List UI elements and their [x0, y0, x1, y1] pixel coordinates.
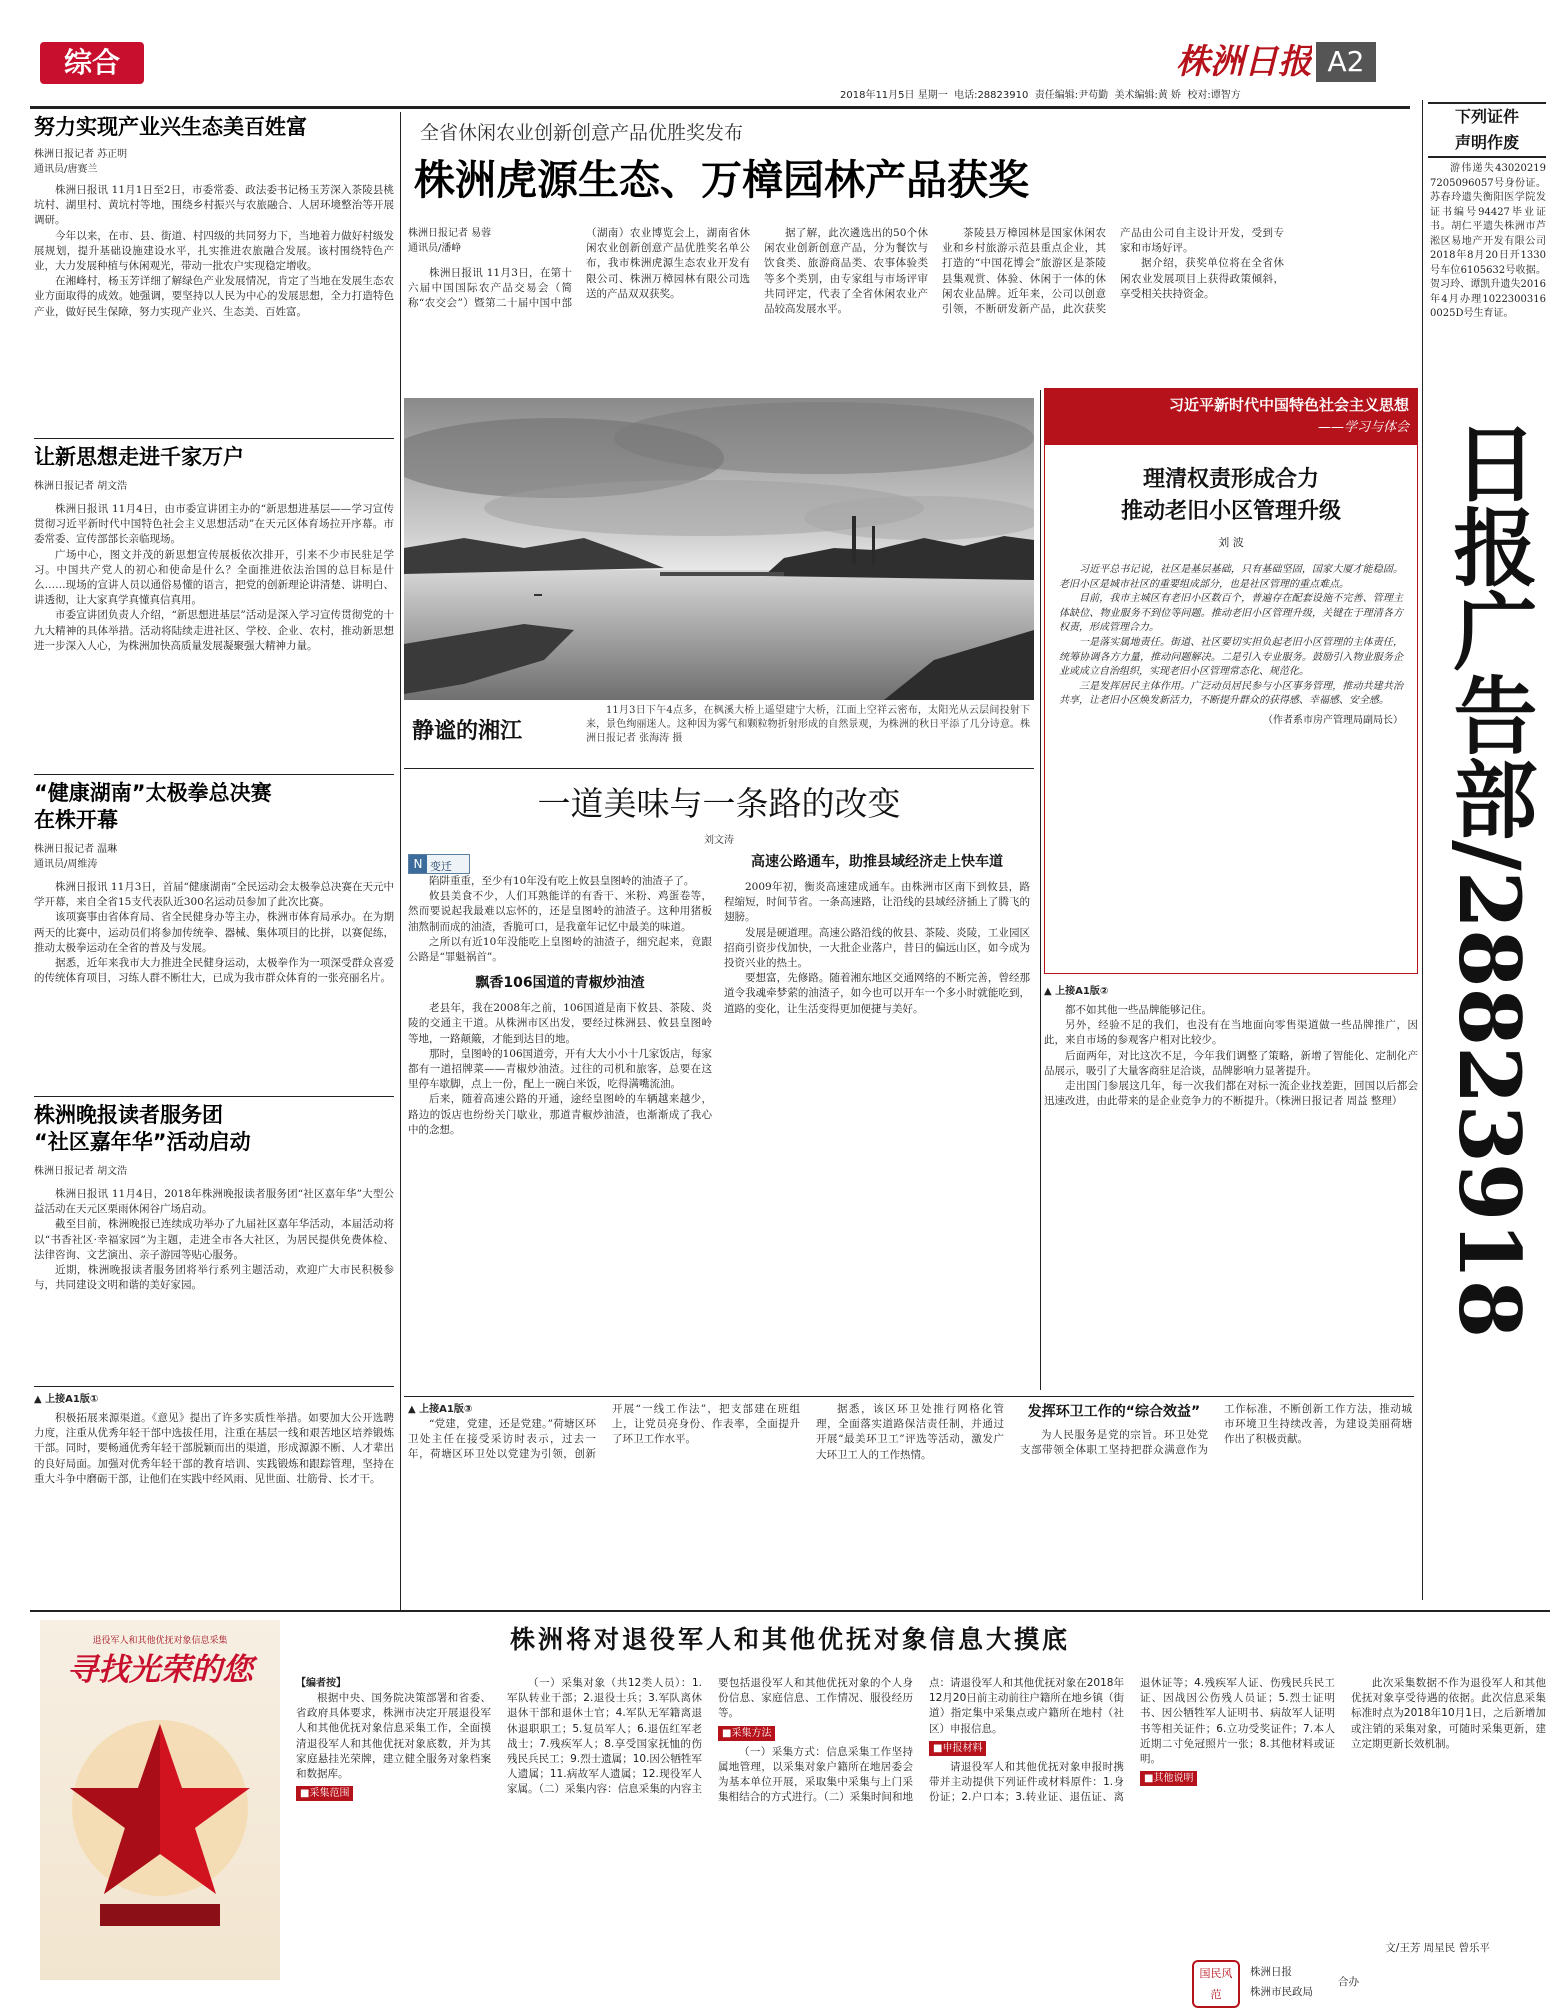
- hero-p3: 茶陵县万樟园林是国家休闲农业和乡村旅游示范县重点企业，其打造的“中国花博会”旅游区是茶陵县集观赏、体验、休闲于一体的休闲农业品牌。近年来，公司以创意引领，不断研发新产品，此次获奖产品由公司自主设计开发，受到专家和市场好评。: [942, 227, 1284, 316]
- divider: [34, 774, 394, 775]
- phone: 电话:28823910: [954, 90, 1029, 101]
- feature-p7: 2009年初，衡炎高速建成通车。由株洲市区南下到攸县，路程缩短，时间节省。一条高速路，让沿线的县域经济插上了腾飞的翅膀。: [724, 881, 1030, 924]
- continued-center-p1: “党建，党建，还是党建。”荷塘区环卫处主任在接受采访时表示，过去一年，荷塘区环卫处以党建为引领，创新开展“一线工作法”，把支部建在班组上，让党员亮身份、作表率，全面提升了环卫工作水平。: [408, 1403, 800, 1461]
- continued-center-p2: 据悉，该区环卫处推行网格化管理，全面落实道路保洁责任制，并通过开展“最美环卫工”评选等活动，激发广大环卫工人的工作热情。: [816, 1403, 1004, 1461]
- divider: [34, 1386, 394, 1387]
- poster-small: 退役军人和其他优抚对象信息采集: [92, 1636, 228, 1646]
- masthead-rule: [30, 106, 1410, 109]
- hero-p2: 据了解，此次遴选出的50个休闲农业创新创意产品，分为餐饮与饮食类、旅游商品类、农事体验类等多个类别，由专家组与市场评审共同评定，代表了全省休闲农业产品较高发展水平。: [764, 227, 928, 316]
- stamp: [1192, 1960, 1240, 2008]
- article-1-title: 努力实现产业兴生态美百姓富: [34, 115, 307, 139]
- column-p3: 一是落实属地责任。街道、社区要切实担负起老旧小区管理的主体责任，统筹协调各方力量，推动问题解决。二是引入专业服务。鼓励引入物业服务企业或成立自治组织，实现老旧小区管理常态化、规范化。: [1059, 636, 1403, 678]
- feature-subhead-1: 飘香106国道的青椒炒油渣: [475, 975, 645, 992]
- section-3-text: 请退役军人和其他优抚对象申报时携带并主动提供下列证件或材料原件：1.身份证；2.户口本；3.转业证、退伍证、离退休证等；4.残疾军人证、伤残民兵民工证、因战因公伤残人员证；5.烈士证明书、因公牺牲军人证明书、病故军人证明书等相关证件；6.立功受奖证件；7.本人近期二寸免冠照片一张；8.其他材料或证明。: [929, 1677, 1335, 1804]
- article-2-p2: 广场中心，图文并茂的新思想宣传展板依次排开，引来不少市民驻足学习。中国共产党人的初心和使命是什么？全面推进依法治国的总目标是什么……现场的宣讲人员以通俗易懂的语言，把党的创新理论讲清楚、讲明白、讲透彻，让大家真学真懂真信真用。: [34, 548, 394, 607]
- section-1-head: ■采集范围: [296, 1786, 353, 1801]
- hero-p1: 株洲日报讯 11月3日，在第十六届中国国际农产品交易会（简称“农交会”）暨第二十届中国中部（湖南）农业博览会上，湖南省休闲农业创新创意产品优胜奖名单公布，我市株洲虎源生态农业开发有限公司、株洲万樟园林有限公司选送的产品双双获奖。: [408, 227, 750, 310]
- poster: [40, 1620, 280, 1980]
- article-4-byline: 株洲日报记者 胡文浩: [34, 1166, 128, 1177]
- river-photo-image: [404, 398, 1034, 700]
- article-2-p1: 株洲日报讯 11月4日，由市委宣讲团主办的“新思想进基层——学习宣传贯彻习近平新时代中国特色社会主义思想活动”在天元区体育场拉开序幕。市委常委、宣传部部长亲临现场。: [34, 503, 394, 546]
- feature-author: 刘文涛: [704, 835, 734, 846]
- continued-center-subhead: 发挥环卫工作的“综合效益”: [1027, 1404, 1201, 1420]
- column-p2: 目前，我市主城区有老旧小区数百个，普遍存在配套设施不完善、管理主体缺位、物业服务不到位等问题。推动老旧小区管理升级，关键在于理清各方权责，形成管理合力。: [1059, 593, 1403, 634]
- continued-right: [1044, 984, 1418, 1374]
- continued-right-p2: 另外，经验不足的我们，也没有在当地面向零售渠道做一些品牌推广，因此，来自市场的参观客户相对比较少。: [1044, 1019, 1418, 1047]
- hero-body: [408, 226, 1284, 394]
- feature-p6: 后来，随着高速公路的开通，途经皇图岭的车辆越来越少，路边的饭店也纷纷关门歇业，那道青椒炒油渣，也渐渐成了我心中的念想。: [408, 1093, 712, 1136]
- continued-right-label: [1044, 984, 1418, 999]
- feature-tag-icon: N: [409, 855, 427, 873]
- bottom-title: 株洲将对退役军人和其他优抚对象信息大摸底: [509, 1625, 1070, 1654]
- section-1-text: （一）采集对象（共12类人员）：1.军队转业干部；2.退役士兵；3.军队离休退休干部和退休士官；4.军队无军籍离退休退职职工；5.复员军人；6.退伍红军老战士；7.残疾军人；8.享受国家抚恤的伤残民兵民工；9.烈士遗属；10.因公牺牲军人遗属；11.病故军人遗属；12.现役军人家属。（二）采集内容：信息采集的内容主要包括退役军人和其他优抚对象的个人身份信息、家庭信息、工作情况、服役经历等。: [507, 1677, 913, 1796]
- feature-p8: 发展是硬道理。高速公路沿线的攸县、茶陵、炎陵，工业园区招商引资步伐加快，一大批企业落户，昔日的偏远山区，如今成为投资兴业的热土。: [724, 926, 1030, 970]
- feature-subhead-2: 高速公路通车，助推县域经济走上快车道: [751, 854, 1003, 870]
- ad-phone: /28823918: [1440, 840, 1539, 1339]
- column-banner: [1045, 389, 1417, 445]
- article-3-p2: 该项赛事由省体育局、省全民健身办等主办，株洲市体育局承办。在为期两天的比赛中，运动员们将参加传统拳、器械、集体项目的比拼，以赛促练，推动太极拳运动在全省的普及与发展。: [34, 911, 394, 954]
- river-photo: [404, 398, 1034, 700]
- section-2-head: ■采集方法: [718, 1726, 775, 1741]
- article-4-p1: 株洲日报讯 11月4日，2018年株洲晚报读者服务团“社区嘉年华”大型公益活动在天元区栗雨休闲谷广场启动。: [34, 1188, 394, 1216]
- column-body: [1045, 551, 1417, 729]
- column-p1: 习近平总书记说，社区是基层基础，只有基础坚固，国家大厦才能稳固。老旧小区是城市社区的重要组成部分，也是社区管理的重点难点。: [1059, 564, 1403, 590]
- photo-caption: 11月3日下午4点多，在枫溪大桥上遥望建宁大桥，江面上空祥云密布，太阳光从云层间投射下来，景色绚丽迷人。这种因为雾气和颗粒物折射形成的自然景观，为株洲的秋日平添了几分诗意。株洲日报记者 张海涛 摄: [586, 705, 1030, 744]
- continued-right-label-text: 上接A1版②: [1055, 986, 1109, 997]
- article-3-byline: 株洲日报记者 温琳 通讯员/周维涛: [34, 844, 118, 870]
- hero-title: 株洲虎源生态、万樟园林产品获奖: [414, 156, 1029, 204]
- arrow-icon: ▲: [408, 1404, 420, 1415]
- proofreader: 校对:谭智方: [1187, 90, 1241, 101]
- article-4-title: 株洲晚报读者服务团 “社区嘉年华”活动启动: [34, 1103, 251, 1154]
- art-editor: 美术编辑:黄 娇: [1114, 90, 1182, 101]
- article-2: [34, 444, 394, 770]
- divider: [404, 1396, 1414, 1397]
- section-4-head: ■其他说明: [1140, 1771, 1197, 1786]
- continued-left-label-text: 上接A1版①: [45, 1394, 99, 1405]
- divider: [34, 438, 394, 439]
- column-title: 理清权责形成合力 推动老旧小区管理升级: [1120, 466, 1341, 524]
- section-tag: [40, 42, 144, 84]
- photo-title: 静谧的湘江: [412, 718, 523, 744]
- stamp-text: 国民风范: [1199, 1967, 1233, 2001]
- editor: 责任编辑:尹苟勤: [1034, 90, 1109, 101]
- divider: [34, 1096, 394, 1097]
- column-affiliation: （作者系市房产管理局副局长）: [1263, 714, 1403, 726]
- article-3-p3: 据悉，近年来我市大力推进全民健身运动，太极拳作为一项深受群众喜爱的传统体育项目，习练人群不断壮大，已成为我市群众体育的一张亮丽名片。: [34, 957, 394, 985]
- bottom-body: [296, 1676, 1546, 1944]
- section-2-text: （一）采集方式：信息采集工作坚持属地管理，以采集对象户籍所在地居委会为基本单位开展，采取集中采集与上门采集相结合的方式进行。（二）采集时间和地点：请退役军人和其他优抚对象在2018年12月20日前主动前往户籍所在地乡镇（街道）指定集中采集点或户籍所在地村（社区）申报信息。: [718, 1677, 1124, 1804]
- paper-name: 株洲日报: [1176, 42, 1312, 82]
- feature-p2: 攸县美食不少，人们耳熟能详的有香干、米粉、鸡蛋卷等，然而要说起我最难以忘怀的，还是皇图岭的油渣子。这种用猪板油熬制而成的油渣，香脆可口，是我童年记忆中最美的味道。: [408, 890, 712, 933]
- date-line: [840, 88, 1320, 104]
- article-4-p3: 近期，株洲晚报读者服务团将举行系列主题活动，欢迎广大市民积极参与，共同建设文明和谐的美好家园。: [34, 1264, 394, 1292]
- article-2-title: 让新思想走进千家万户: [34, 445, 244, 469]
- notice-title: 下列证件 声明作废: [1428, 102, 1546, 158]
- article-3-p1: 株洲日报讯 11月3日，首届“健康湖南”全民运动会太极拳总决赛在天元中学开幕，来自全省15支代表队近300名运动员参加了此次比赛。: [34, 881, 394, 909]
- feature-p5: 那时，皇图岭的106国道旁，开有大大小小十几家饭店，每家都有一道招牌菜——青椒炒油渣。过往的司机和旅客，总要在这里停车歇脚，点上一份，配上一碗白米饭，吃得满嘴流油。: [408, 1047, 712, 1091]
- divider: [404, 768, 1034, 769]
- column-author: 刘 波: [1218, 536, 1244, 549]
- joint-label: 合办: [1338, 1976, 1359, 1988]
- feature-col-1: [408, 852, 712, 1180]
- section-3-head: ■申报材料: [929, 1741, 986, 1756]
- column-rule: [400, 112, 401, 1612]
- article-1: [34, 112, 394, 434]
- ad-department: [1430, 420, 1548, 1590]
- continued-right-p4: 走出国门参展这几年，每一次我们都在对标一流企业找差距，回国以后都会迅速改进，由此带来的是企业竞争力的不断提升。（株洲日报记者 周益 整理）: [1044, 1080, 1418, 1108]
- feature-title: 一道美味与一条路的改变: [537, 784, 901, 823]
- section-0-head: 【编者按】: [296, 1678, 346, 1689]
- continued-left-body: 积极拓展来源渠道。《意见》提出了许多实质性举措。如要加大公开选聘力度，注重从优秀年轻干部中选拔任用，注重在基层一线和艰苦地区培养锻炼干部。同时，要畅通优秀年轻干部脱颖而出的渠道，形成源源不断、人才辈出的良好局面。加强对优秀年轻干部的教育培训、实践锻炼和跟踪管理，坚持在重大斗争中磨砺干部，让他们在实践中经风雨、见世面、壮筋骨、长才干。: [34, 1412, 394, 1485]
- page-number: A2: [1316, 42, 1376, 82]
- continued-center-p3: 为人民服务是党的宗旨。环卫处党支部带领全体职工坚持把群众满意作为工作标准，不断创新工作方法，推动城市环境卫生持续改善，为建设美丽荷塘作出了积极贡献。: [1020, 1403, 1412, 1457]
- article-4: [34, 1102, 394, 1382]
- article-1-p3: 在湘峰村，杨玉芳详细了解绿色产业发展情况，肯定了当地在发展生态农业方面取得的成效。她强调，要坚持以人民为中心的发展思想，全力打造特色产业，做好民生保障，努力实现产业兴、生态美、百姓富。: [34, 275, 394, 318]
- article-1-p2: 今年以来，在市、县、街道、村四级的共同努力下，当地着力做好村级发展规划，提升基础设施建设水平，扎实推进农旅融合发展。该村围绕特色产业，大力发展种植与休闲观光，带动一批农户实现稳定增收。: [34, 229, 394, 273]
- column-p4: 三是发挥居民主体作用。广泛动员居民参与小区事务管理，推动共建共治共享，让老旧小区焕发新活力，不断提升群众的获得感、幸福感、安全感。: [1059, 680, 1403, 707]
- article-1-p1: 株洲日报讯 11月1日至2日，市委常委、政法委书记杨玉芳深入茶陵县桃坑村、湖里村、黄坑村等地，围绕乡村振兴与农旅融合、人居环境整治等开展调研。: [34, 184, 394, 227]
- continued-right-p3: 后面两年，对比这次不足，今年我们调整了策略，新增了智能化、定制化产品展示，吸引了大量客商驻足洽谈，品牌影响力显著提升。: [1044, 1049, 1418, 1077]
- hero-byline: 株洲日报记者 易蓉 通讯员/潘峥: [408, 228, 492, 254]
- poster-big: 寻找光荣的您: [67, 1652, 253, 1688]
- hero-p4: 据介绍，获奖单位将在全省休闲农业发展项目上获得政策倾斜，享受相关扶持资金。: [1120, 257, 1284, 300]
- column-rule: [1040, 390, 1041, 1390]
- article-2-byline: 株洲日报记者 胡文浩: [34, 481, 128, 492]
- continued-right-p1: 都不如其他一些品牌能够记住。: [1065, 1004, 1212, 1016]
- bottom-rule: [30, 1610, 1550, 1612]
- feature-tag-label: 变迁: [430, 860, 452, 873]
- article-3-title: “健康湖南”太极拳总决赛 在株开幕: [34, 781, 272, 832]
- feature-p1: 陷阱重重，至少有10年没有吃上攸县皇图岭的油渣子了。: [429, 875, 695, 887]
- section-tag-label: 综合: [63, 46, 120, 79]
- issuers: 株洲日报 株洲市民政局: [1250, 1966, 1313, 1998]
- star-emblem: [40, 1698, 280, 1938]
- feature-p4: 老县年，我在2008年之前，106国道是南下攸县、茶陵、炎陵的交通主干道。从株洲市区出发，要经过株洲县、攸县皇图岭等地，一路颠簸，才能到达目的地。: [408, 1002, 712, 1045]
- feature-p9: 要想富，先修路。随着湘东地区交通网络的不断完善，曾经那道令我魂牵梦萦的油渣子，如今也可以开车一个多小时就能吃到，道路的变化，让生活变得更加便捷与美好。: [724, 972, 1030, 1015]
- continued-left-label: [34, 1392, 394, 1407]
- column-box: [1044, 388, 1418, 974]
- date: 2018年11月5日 星期一: [840, 90, 948, 101]
- continued-center-label: [408, 1402, 596, 1417]
- hero-kicker: 全省休闲农业创新创意产品优胜奖发布: [420, 122, 744, 144]
- section-0-text: 根据中央、国务院决策部署和省委、省政府具体要求，株洲市决定开展退役军人和其他优抚对象信息采集工作，全面摸清退役军人和其他优抚对象底数，并为其家庭悬挂光荣牌，建立健全服务对象档案和数据库。: [296, 1692, 491, 1781]
- article-1-byline: 株洲日报记者 苏正明 通讯员/唐赛兰: [34, 149, 128, 175]
- ad-department-name: 日报广告部: [1440, 420, 1539, 840]
- sidebar-rule: [1422, 100, 1423, 1600]
- continued-left: [34, 1392, 394, 1602]
- feature-col-2: [724, 852, 1030, 1180]
- section-4-text: 此次采集数据不作为退役军人和其他优抚对象享受待遇的依据。此次信息采集标准时点为2018年10月1日，之后新增加或注销的采集对象，可随时采集更新，建立定期更新长效机制。: [1351, 1677, 1546, 1750]
- notice-text: 游伟递失430202197205096057号身份证。苏春玲遗失衡阳医学院发证书编号94427毕业证书。胡仁平遗失株洲市芦淞区易地产开发有限公司2018年8月20日开1330号车位6105632号收据。贺习玲、谭凯升遗失2016年4月办理10223003160025D号生育证。: [1430, 163, 1546, 319]
- feature-p3: 之所以有近10年没能吃上皇图岭的油渣子，细究起来，竟跟公路是“罪魁祸首”。: [408, 935, 712, 964]
- arrow-icon: ▲: [34, 1394, 46, 1405]
- bottom-authors: 文/王芳 周星民 曾乐平: [1385, 1942, 1490, 1954]
- tag-spacer: [408, 852, 712, 874]
- continued-center-label-text: 上接A1版③: [419, 1404, 473, 1415]
- arrow-icon: ▲: [1044, 986, 1056, 997]
- article-3: [34, 780, 394, 1092]
- section-0: [296, 1676, 491, 1782]
- continued-center: [408, 1402, 1412, 1598]
- article-4-p2: 截至目前，株洲晚报已连续成功举办了九届社区嘉年华活动，本届活动将以“书香社区·幸福家园”为主题，走进全市各大社区，为居民提供免费体检、法律咨询、文艺演出、亲子游园等贴心服务。: [34, 1218, 394, 1261]
- column-sub: ——学习与体会: [1317, 420, 1409, 435]
- column-series: 习近平新时代中国特色社会主义思想: [1168, 396, 1409, 414]
- article-2-p3: 市委宣讲团负责人介绍，“新思想进基层”活动是深入学习宣传贯彻党的十九大精神的具体举措。活动将陆续走进社区、学校、企业、农村，推动新思想进一步深入人心，为株洲加快高质量发展凝聚强大精神力量。: [34, 609, 394, 652]
